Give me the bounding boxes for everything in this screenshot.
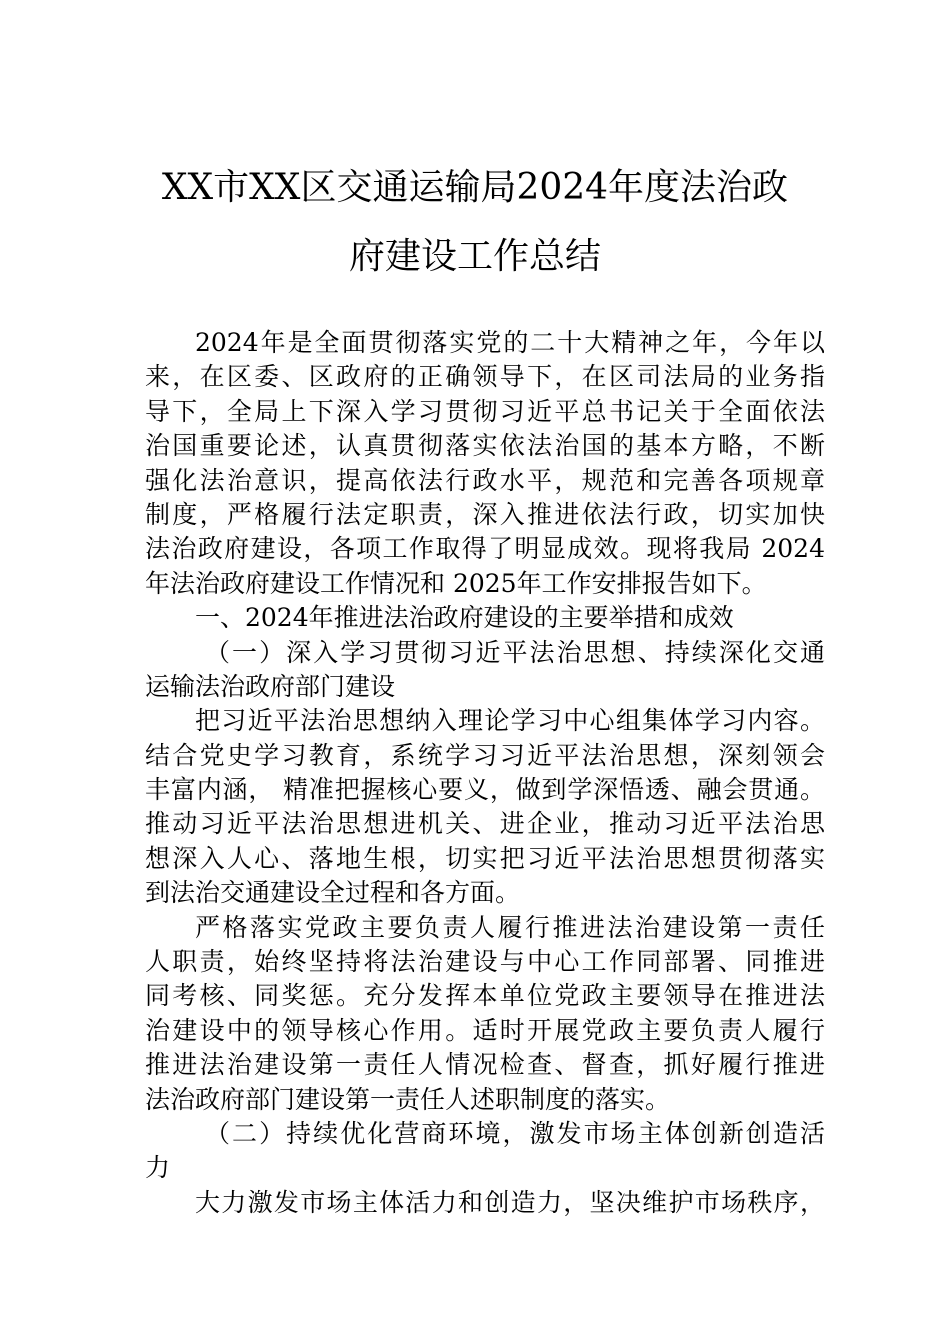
paragraph-line: 严格落实党政主要负责人履行推进法治建设第一责任: [195, 912, 825, 942]
paragraph-line: 来，在区委、区政府的正确领导下，在区司法局的业务指: [145, 362, 825, 392]
paragraph-line: 把习近平法治思想纳入理论学习中心组集体学习内容。: [195, 706, 825, 736]
paragraph-line: 丰富内涵， 精准把握核心要义，做到学深悟透、融会贯通。: [145, 775, 825, 805]
subsection-heading: 力: [145, 1153, 171, 1183]
paragraph-line: 法治政府建设，各项工作取得了明显成效。现将我局 2024: [145, 534, 825, 564]
subsection-heading: （二）持续优化营商环境，激发市场主体创新创造活: [205, 1118, 825, 1148]
paragraph-line: 治建设中的领导核心作用。适时开展党政主要负责人履行: [145, 1015, 825, 1045]
paragraph-line: 治国重要论述，认真贯彻落实依法治国的基本方略，不断: [145, 431, 825, 461]
paragraph-line: 到法治交通建设全过程和各方面。: [145, 878, 521, 908]
paragraph-line: 2024年是全面贯彻落实党的二十大精神之年，今年以: [195, 328, 825, 357]
paragraph-line: 导下，全局上下深入学习贯彻习近平总书记关于全面依法: [145, 396, 825, 426]
paragraph-line: 同考核、同奖惩。充分发挥本单位党政主要领导在推进法: [145, 981, 825, 1011]
document-body: [145, 326, 825, 1220]
paragraph-line: 制度，严格履行法定职责，深入推进依法行政，切实加快: [145, 499, 825, 529]
subsection-heading: （一）深入学习贯彻习近平法治思想、持续深化交通: [205, 637, 825, 667]
title-line-1: XX市XX区交通运输局2024年度法治政: [161, 167, 789, 208]
subsection-heading: 运输法治政府部门建设: [145, 671, 396, 701]
paragraph-line: 人职责，始终坚持将法治建设与中心工作同部署、同推进: [145, 947, 825, 977]
paragraph-line: 年法治政府建设工作情况和 2025年工作安排报告如下。: [145, 568, 767, 598]
paragraph-line: 想深入人心、落地生根，切实把习近平法治思想贯彻落实: [145, 843, 825, 873]
paragraph-line: 法治政府部门建设第一责任人述职制度的落实。: [145, 1084, 671, 1114]
paragraph-line: 大力激发市场主体活力和创造力，坚决维护市场秩序，: [195, 1187, 825, 1217]
paragraph-line: 推进法治建设第一责任人情况检查、督查，抓好履行推进: [145, 1050, 825, 1080]
section-heading: 一、2024年推进法治政府建设的主要举措和成效: [195, 603, 734, 633]
paragraph-line: 推动习近平法治思想进机关、进企业，推动习近平法治思: [145, 809, 825, 839]
paragraph-line: 强化法治意识，提高依法行政水平，规范和完善各项规章: [145, 465, 825, 495]
title-line-2: 府建设工作总结: [348, 236, 601, 277]
paragraph-line: 结合党史学习教育，系统学习习近平法治思想，深刻领会: [145, 740, 825, 770]
